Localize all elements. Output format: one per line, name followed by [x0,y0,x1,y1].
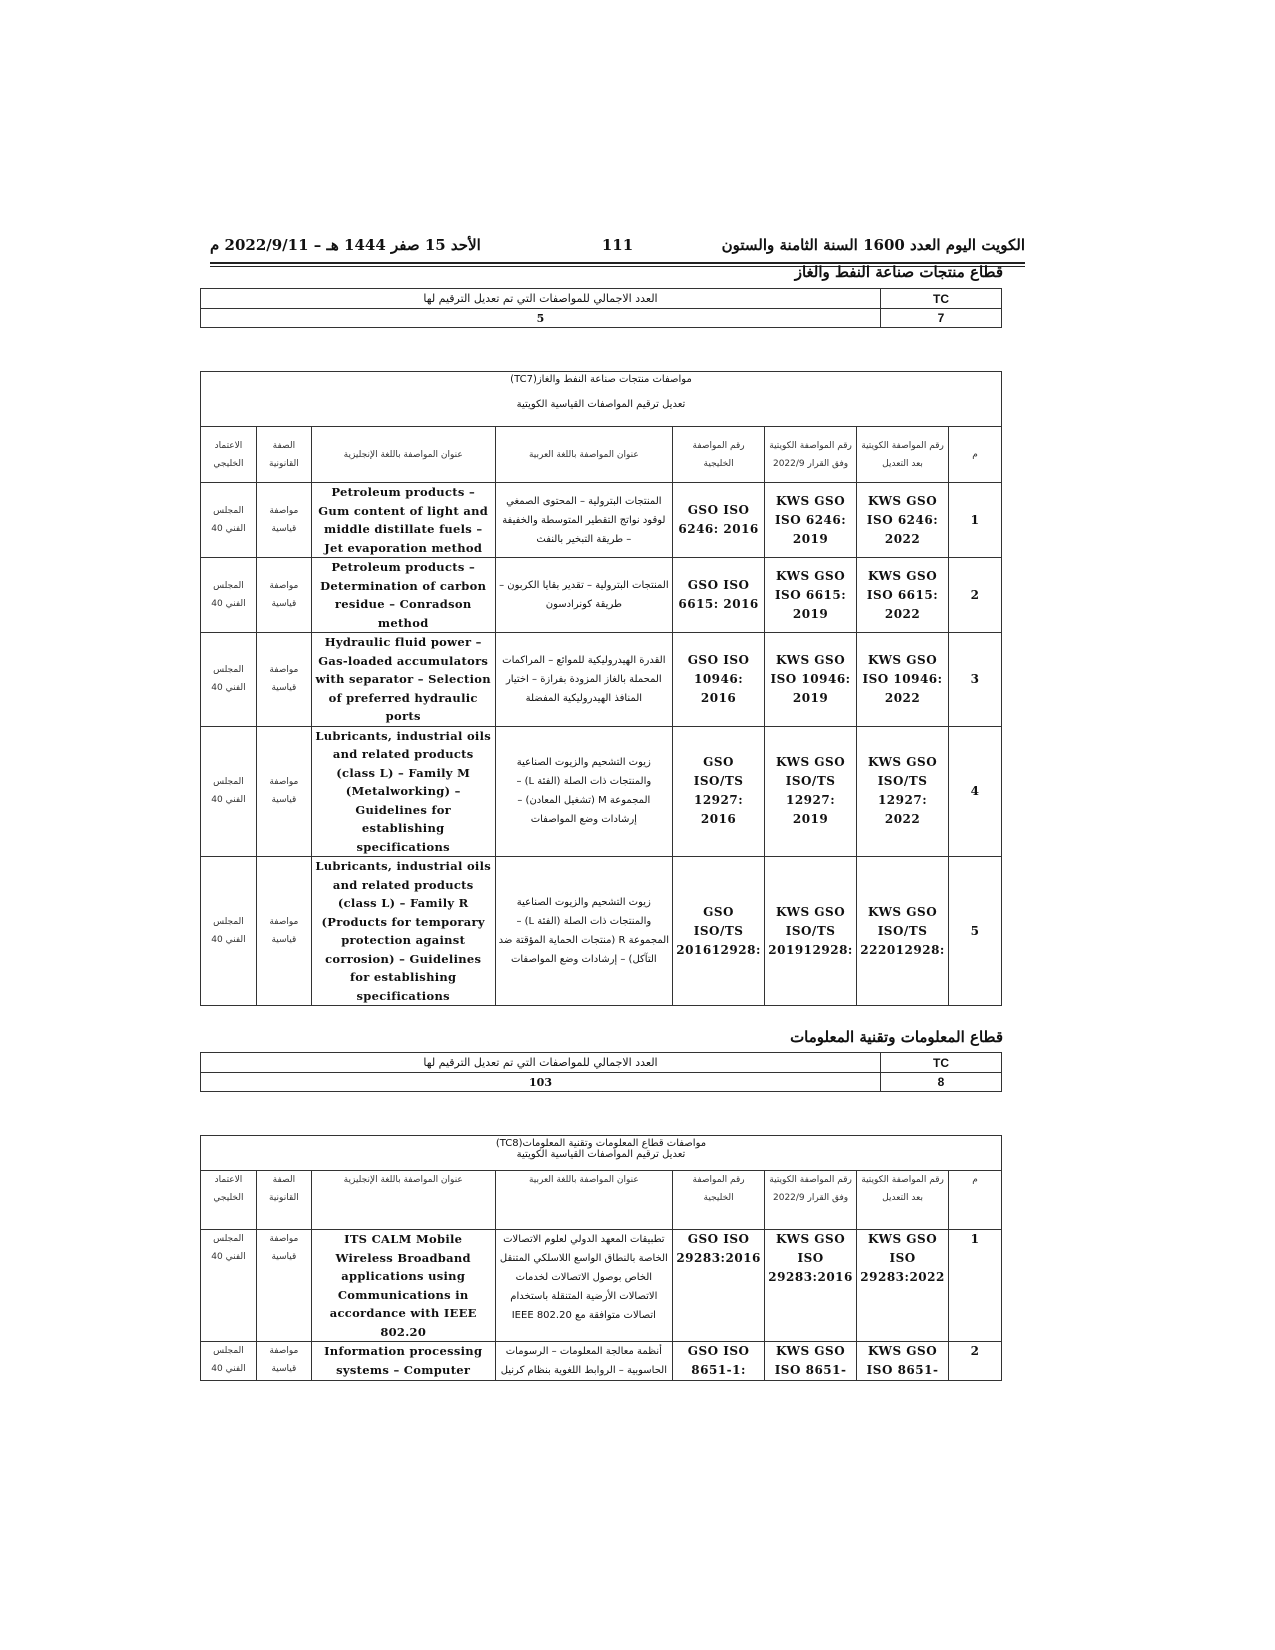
column-header: رقم المواصفة الكويتية وفق القرار 2022/9 [765,427,857,483]
legal-status: مواصفة قياسية [256,633,311,727]
sector-title: قطاع المعلومات وتقنية المعلومات [790,1028,1003,1046]
row-number: 1 [949,1230,1002,1342]
legal-status: مواصفة قياسية [256,726,311,857]
legal-status: مواصفة قياسية [256,857,311,1006]
gcc-approval: المجلس الفني 40 [201,1230,257,1342]
legal-status: مواصفة قياسية [256,1230,311,1342]
column-header: الاعتماد الخليجي [201,1171,257,1230]
kws-decision-number: KWS GSO ISO 29283:2016 [765,1230,857,1342]
column-header: رقم المواصفة الكويتية بعد التعديل [857,1171,949,1230]
english-title: Hydraulic fluid power – Gas-loaded accumulators with separator – Selection of preferred hydraulic ports [311,633,495,727]
gso-number: GSO ISO 29283:2016 [673,1230,765,1342]
table-title-cell [201,372,1002,427]
gcc-approval: المجلس الفني 40 [201,558,257,633]
column-header: الصفة القانونية [256,427,311,483]
gcc-approval: المجلس الفني 40 [201,1342,257,1381]
gcc-approval: المجلس الفني 40 [201,633,257,727]
summary-tc-label: TC [881,289,1002,309]
gso-number: GSO ISO 6615: 2016 [673,558,765,633]
column-header: عنوان المواصفة باللغة الإنجليزية [311,1171,495,1230]
column-header: رقم المواصفة الخليجية [673,427,765,483]
header-date: الأحد 15 صفر 1444 هـ – 2022/9/11 م [210,236,481,254]
kws-decision-number: KWS GSO ISO 10946: 2019 [765,633,857,727]
kws-decision-number: KWS GSO ISO 6246: 2019 [765,483,857,558]
kws-decision-number: KWS GSO ISO 8651- [765,1342,857,1381]
column-header: م [949,427,1002,483]
column-header: رقم المواصفة الكويتية بعد التعديل [857,427,949,483]
standards-table [200,371,1002,1006]
table-title: مواصفات قطاع المعلومات وتقنية المعلومات(TC8) [495,1138,707,1149]
table-row [201,1230,1002,1342]
kws-new-number: KWS GSO ISO/TS 12927: 2022 [857,726,949,857]
column-header: رقم المواصفة الكويتية وفق القرار 2022/9 [765,1171,857,1230]
english-title: ITS CALM Mobile Wireless Broadband applications using Communications in accordance with IEEE 802.20 [311,1230,495,1342]
english-title: Lubricants, industrial oils and related products (class L) – Family M (Metalworking) – Guidelines for establishing specifications [311,726,495,857]
arabic-title: تطبيقات المعهد الدولي لعلوم الاتصالات الخاصة بالنطاق الواسع اللاسلكي المتنقل الخاص بوصول الاتصالات لخدمات الاتصالات الأرضية المتنقلة باستخدام اتصالات متوافقة مع IEEE 802.20 [495,1230,673,1342]
table-row [201,1342,1002,1381]
kws-new-number: KWS GSO ISO 6615: 2022 [857,558,949,633]
table-subtitle: تعديل ترقيم المواصفات القياسية الكويتية [516,1149,686,1160]
header-gazette-info: الكويت اليوم العدد 1600 السنة الثامنة والستون [721,236,1025,254]
column-header: م [949,1171,1002,1230]
legal-status: مواصفة قياسية [256,1342,311,1381]
gcc-approval: المجلس الفني 40 [201,726,257,857]
summary-count: 5 [201,309,881,328]
arabic-title: زيوت التشحيم والزيوت الصناعية والمنتجات ذات الصلة (الفئة L) – المجموعة M (تشغيل المعادن) – إرشادات وضع المواصفات [495,726,673,857]
table-header-row [201,1171,1002,1230]
kws-new-number: KWS GSO ISO 10946: 2022 [857,633,949,727]
row-number: 1 [949,483,1002,558]
gso-number: GSO ISO 6246: 2016 [673,483,765,558]
summary-table [200,1052,1002,1092]
sector-title: قطاع منتجات صناعة النفط والغاز [794,263,1003,281]
english-title: Petroleum products – Determination of carbon residue – Conradson method [311,558,495,633]
column-header: رقم المواصفة الخليجية [673,1171,765,1230]
kws-new-number: KWS GSO ISO/TS 222012928: [857,857,949,1006]
gcc-approval: المجلس الفني 40 [201,483,257,558]
kws-new-number: KWS GSO ISO 6246: 2022 [857,483,949,558]
table-header-row [201,427,1002,483]
table-row [201,857,1002,1006]
table-title-cell [201,1136,1002,1171]
gso-number: GSO ISO 8651-1: [673,1342,765,1381]
column-header: عنوان المواصفة باللغة العربية [495,1171,673,1230]
summary-tc-label: TC [881,1053,1002,1073]
row-number: 2 [949,558,1002,633]
summary-count-label: العدد الاجمالي للمواصفات التي تم تعديل الترقيم لها [201,1053,881,1073]
standards-table [200,1135,1002,1381]
arabic-title: القدرة الهيدروليكية للموائع – المراكمات المحملة بالغاز المزودة بفرازة – اختيار المنافذ الهيدروليكية المفضلة [495,633,673,727]
table-row [201,558,1002,633]
column-header: الصفة القانونية [256,1171,311,1230]
summary-count-label: العدد الاجمالي للمواصفات التي تم تعديل الترقيم لها [201,289,881,309]
table-row [201,633,1002,727]
english-title: Information processing systems – Computer [311,1342,495,1381]
summary-table [200,288,1002,328]
summary-tc: 7 [881,309,1002,328]
english-title: Petroleum products – Gum content of light and middle distillate fuels – Jet evaporation method [311,483,495,558]
row-number: 4 [949,726,1002,857]
summary-count: 103 [201,1073,881,1092]
table-row [201,483,1002,558]
page-header [210,236,1025,258]
summary-tc: 8 [881,1073,1002,1092]
row-number: 3 [949,633,1002,727]
row-number: 5 [949,857,1002,1006]
table-row [201,726,1002,857]
english-title: Lubricants, industrial oils and related products (class L) – Family R (Products for temporary protection against corrosion) – Guidelines for establishing specifications [311,857,495,1006]
table-subtitle: تعديل ترقيم المواصفات القياسية الكويتية [516,399,686,410]
gcc-approval: المجلس الفني 40 [201,857,257,1006]
gso-number: GSO ISO/TS 12927: 2016 [673,726,765,857]
arabic-title: زيوت التشحيم والزيوت الصناعية والمنتجات ذات الصلة (الفئة L) – المجموعة R (منتجات الحماية المؤقتة ضد التآكل) – إرشادات وضع المواصفات [495,857,673,1006]
kws-decision-number: KWS GSO ISO/TS 12927: 2019 [765,726,857,857]
kws-decision-number: KWS GSO ISO 6615: 2019 [765,558,857,633]
kws-new-number: KWS GSO ISO 29283:2022 [857,1230,949,1342]
arabic-title: أنظمة معالجة المعلومات – الرسومات الحاسوبية – الروابط اللغوية بنظام كرنيل [495,1342,673,1381]
gso-number: GSO ISO/TS 201612928: [673,857,765,1006]
arabic-title: المنتجات البترولية – المحتوى الصمغي لوقود نواتج التقطير المتوسطة والخفيفة – طريقة التبخير بالنفث [495,483,673,558]
column-header: الاعتماد الخليجي [201,427,257,483]
column-header: عنوان المواصفة باللغة الإنجليزية [311,427,495,483]
table-title: مواصفات منتجات صناعة النفط والغاز(TC7) [510,374,692,385]
row-number: 2 [949,1342,1002,1381]
legal-status: مواصفة قياسية [256,483,311,558]
kws-new-number: KWS GSO ISO 8651- [857,1342,949,1381]
legal-status: مواصفة قياسية [256,558,311,633]
header-page-number: 111 [601,236,634,254]
column-header: عنوان المواصفة باللغة العربية [495,427,673,483]
gso-number: GSO ISO 10946: 2016 [673,633,765,727]
arabic-title: المنتجات البترولية – تقدير بقايا الكربون – طريقة كونرادسون [495,558,673,633]
kws-decision-number: KWS GSO ISO/TS 201912928: [765,857,857,1006]
